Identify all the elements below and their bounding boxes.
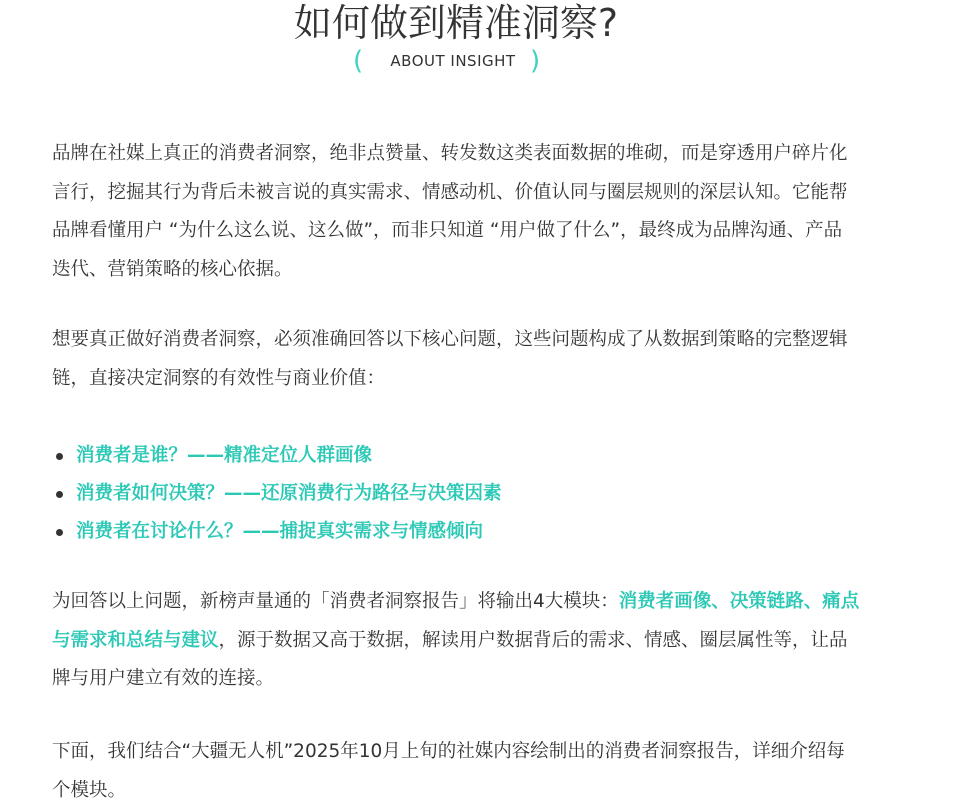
- article-header: [0, 0, 912, 46]
- page-subtitle: ABOUT INSIGHT: [390, 52, 516, 70]
- paragraph-questions: 想要真正做好消费者洞察，必须准确回答以下核心问题，这些问题构成了从数据到策略的完整逻辑链，直接决定洞察的有效性与商业价值：: [52, 329, 848, 389]
- list-item-text: 消费者在讨论什么？——捕捉真实需求与情感倾向: [76, 521, 484, 542]
- paragraph-modules: [52, 583, 860, 699]
- paragraph-example: 下面，我们结合“大疆无人机”2025年10月上旬的社媒内容绘制出的消费者洞察报告，详细介绍每个模块。: [52, 741, 845, 801]
- left-parenthesis: (: [353, 46, 364, 76]
- modules-text-before: 为回答以上问题，新榜声量通的「消费者洞察报告」将输出4大模块：: [52, 591, 619, 612]
- list-item: [52, 513, 860, 551]
- list-item: [52, 475, 860, 513]
- list-item: [52, 437, 860, 475]
- modules-highlight: 消费者画像、决策链路、痛点与需求和总结与建议: [52, 591, 860, 651]
- paragraph-intro: 品牌在社媒上真正的消费者洞察，绝非点赞量、转发数这类表面数据的堆砌，而是穿透用户碎片化言行，挖掘其行为背后未被言说的真实需求、情感动机、价值认同与圈层规则的深层认知。它能帮品牌看懂用户 “为什么这么说、这么做”，而非只知道 “用户做了什么”，最终成为品牌沟通、产品迭代、营销策略的核心依据。: [52, 143, 848, 280]
- question-list: [52, 437, 860, 551]
- bullet-dot-icon: [56, 453, 63, 460]
- modules-text-after: ，源于数据又高于数据，解读用户数据背后的需求、情感、圈层属性等，让品牌与用户建立有效的连接。: [52, 629, 848, 689]
- page-title: 如何做到精准洞察?: [293, 1, 619, 45]
- list-item-text: 消费者如何决策？——还原消费行为路径与决策因素: [76, 483, 502, 504]
- list-item-text: 消费者是谁？——精准定位人群画像: [76, 445, 373, 466]
- bullet-dot-icon: [56, 491, 63, 498]
- right-parenthesis: ): [530, 46, 541, 76]
- bullet-dot-icon: [56, 529, 63, 536]
- subtitle-row: [0, 46, 912, 80]
